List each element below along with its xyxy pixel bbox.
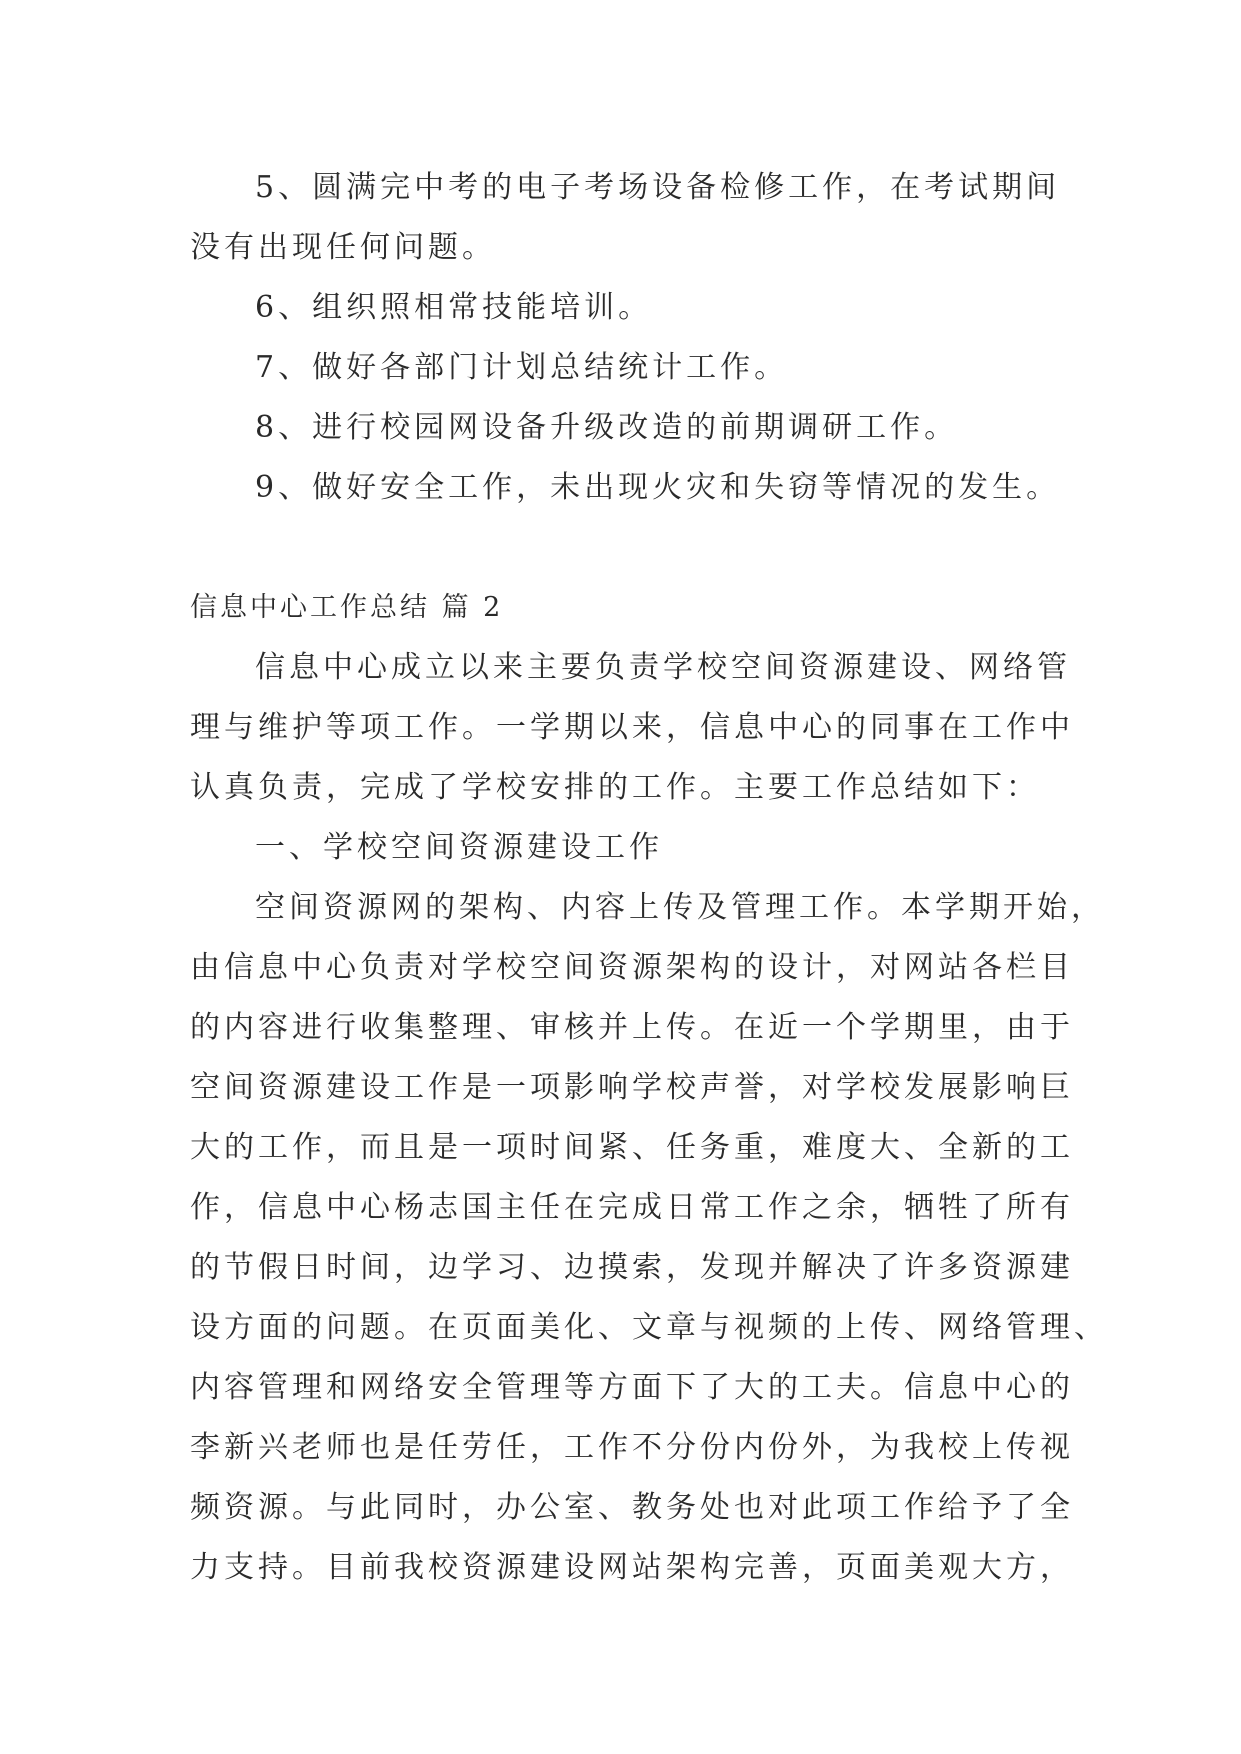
list-item-8-line: 8、进行校园网设备升级改造的前期调研工作。	[255, 410, 959, 445]
intro-line-2: 理与维护等项工作。一学期以来，信息中心的同事在工作中	[190, 710, 1074, 745]
intro-line-3: 认真负责，完成了学校安排的工作。主要工作总结如下：	[190, 770, 1040, 805]
body-paragraph	[190, 878, 1108, 1598]
body-line-4: 空间资源建设工作是一项影响学校声誉，对学校发展影响巨	[190, 1070, 1074, 1105]
list-item-9-line: 9、做好安全工作，未出现火灾和失窃等情况的发生。	[255, 470, 1061, 505]
list-item-5-line-2: 没有出现任何问题。	[190, 230, 496, 265]
body-line-3: 的内容进行收集整理、审核并上传。在近一个学期里，由于	[190, 1010, 1074, 1045]
body-line-8: 设方面的问题。在页面美化、文章与视频的上传、网络管理、	[190, 1310, 1108, 1345]
list-item	[190, 278, 1056, 338]
body-line-1: 空间资源网的架构、内容上传及管理工作。本学期开始，	[255, 890, 1105, 925]
intro-paragraph	[190, 638, 1074, 818]
intro-line-1: 信息中心成立以来主要负责学校空间资源建设、网络管	[255, 650, 1071, 685]
list-item	[190, 158, 1061, 278]
subheading: 一、学校空间资源建设工作	[255, 830, 663, 865]
list-item	[190, 338, 1056, 398]
list-item-5-line-1: 5、圆满完中考的电子考场设备检修工作，在考试期间	[255, 170, 1061, 205]
body-line-2: 由信息中心负责对学校空间资源架构的设计，对网站各栏目	[190, 950, 1074, 985]
body-line-11: 频资源。与此同时，办公室、教务处也对此项工作给予了全	[190, 1490, 1074, 1525]
body-line-12: 力支持。目前我校资源建设网站架构完善，页面美观大方，	[190, 1550, 1074, 1585]
body-line-5: 大的工作，而且是一项时间紧、任务重，难度大、全新的工	[190, 1130, 1074, 1165]
list-item	[190, 398, 1056, 458]
document-body	[190, 158, 1108, 1598]
body-line-7: 的节假日时间，边学习、边摸索，发现并解决了许多资源建	[190, 1250, 1074, 1285]
list-item-6-line: 6、组织照相常技能培训。	[255, 290, 653, 325]
section-title: 信息中心工作总结 篇 2	[190, 592, 504, 623]
body-line-9: 内容管理和网络安全管理等方面下了大的工夫。信息中心的	[190, 1370, 1074, 1405]
list-item-7-line: 7、做好各部门计划总结统计工作。	[255, 350, 789, 385]
body-line-10: 李新兴老师也是任劳任，工作不分份内份外，为我校上传视	[190, 1430, 1074, 1465]
section-gap	[190, 518, 1056, 578]
list-item	[190, 458, 1061, 518]
body-line-6: 作，信息中心杨志国主任在完成日常工作之余，牺牲了所有	[190, 1190, 1074, 1225]
